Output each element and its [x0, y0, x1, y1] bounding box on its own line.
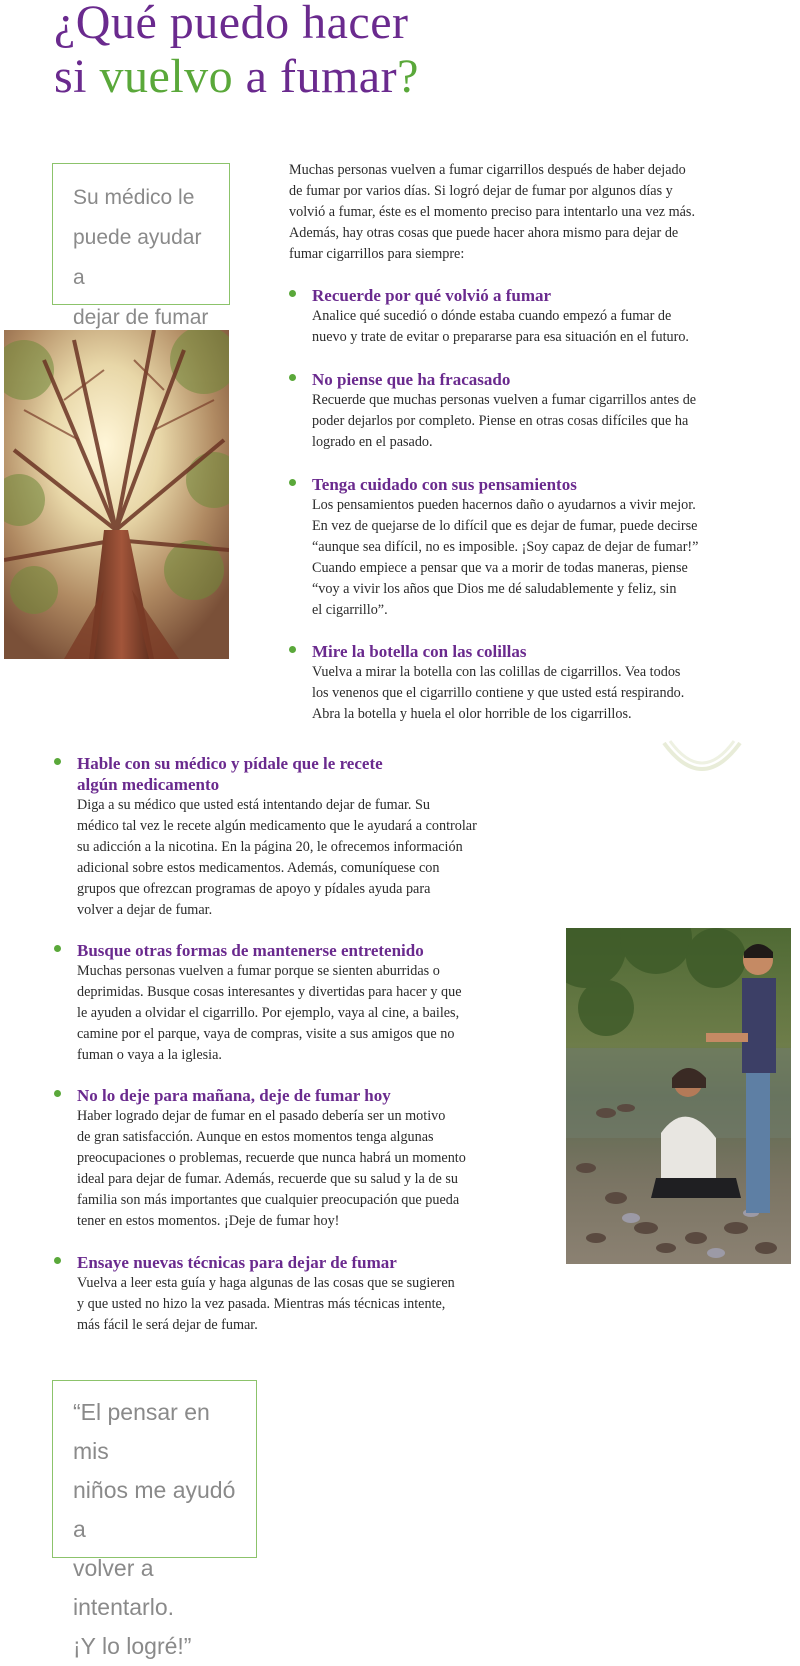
tip-line: le ayuden a olvidar el cigarrillo. Por ejemplo, vaya al cine, a bailes, — [77, 1005, 460, 1021]
tip-line: el cigarrillo”. — [312, 602, 388, 618]
tip-line: Analice qué sucedió o dónde estaba cuando empezó a fumar de — [312, 308, 672, 324]
tip-body — [77, 961, 517, 1066]
tip-body — [312, 390, 772, 453]
tip-heading: No lo deje para mañana, deje de fumar hoy — [77, 1086, 391, 1105]
intro-line: de fumar por varios días. Si logró dejar de fumar por algunos días y — [289, 183, 673, 199]
intro-line: Además, hay otras cosas que puede hacer ahora mismo para dejar de — [289, 225, 679, 241]
bullet-dot-icon — [289, 646, 296, 653]
tip-heading — [77, 753, 517, 795]
tip-quit-today — [77, 1085, 517, 1232]
tip-line: deprimidas. Busque cosas interesantes y divertidas para hacer y que — [77, 984, 462, 1000]
tip-line: su adicción a la nicotina. En la página 20, le ofrecemos información — [77, 839, 463, 855]
bullet-dot-icon — [54, 1090, 61, 1097]
tip-body — [77, 1273, 517, 1336]
tip-line: logrado en el pasado. — [312, 434, 433, 450]
tip-line: y que usted no hizo la vez pasada. Mientras más técnicas intente, — [77, 1296, 446, 1312]
tip-line: Vuelva a mirar la botella con las colillas de cigarrillos. Vea todos — [312, 664, 681, 680]
tip-line: Los pensamientos pueden hacernos daño o ayudarnos a vivir mejor. — [312, 497, 696, 513]
tip-line: volver a dejar de fumar. — [77, 902, 213, 918]
intro-line: volvió a fumar, éste es el momento preciso para intentarlo una vez más. — [289, 204, 695, 220]
callout-quote — [52, 1380, 257, 1659]
tip-thoughts — [312, 474, 782, 621]
tip-heading: Busque otras formas de mantenerse entretenido — [77, 941, 424, 960]
tip-heading-line: algún medicamento — [77, 775, 220, 794]
tip-body — [312, 306, 772, 348]
bullet-dot-icon — [289, 374, 296, 381]
tip-line: “aunque sea difícil, no es imposible. ¡Soy capaz de dejar de fumar!” — [312, 539, 699, 555]
quote-line: “El pensar en mis — [73, 1399, 210, 1464]
tip-new-techniques — [77, 1252, 517, 1336]
tip-line: poder dejarlos por completo. Piense en otras cosas difíciles que ha — [312, 413, 689, 429]
tip-line: Cuando empiece a pensar que va a morir de todas maneras, piense — [312, 560, 688, 576]
title-line-2 — [54, 50, 419, 103]
tip-line: de gran satisfacción. Aunque en estos momentos tenga algunas — [77, 1129, 434, 1145]
page-title — [54, 0, 419, 104]
tip-line: Vuelva a leer esta guía y haga algunas de las cosas que se sugieren — [77, 1275, 455, 1291]
tip-line: los venenos que el cigarrillo contiene y que usted está respirando. — [312, 685, 685, 701]
tip-body — [312, 662, 772, 725]
tip-heading: Recuerde por qué volvió a fumar — [312, 286, 552, 305]
title-word-vuelvo: vuelvo — [99, 50, 234, 103]
bullet-dot-icon — [289, 479, 296, 486]
tip-line: Recuerde que muchas personas vuelven a fumar cigarrillos antes de — [312, 392, 697, 408]
tip-line: Muchas personas vuelven a fumar porque se sienten aburridas o — [77, 963, 440, 979]
tip-line: más fácil le será dejar de fumar. — [77, 1317, 258, 1333]
bullet-dot-icon — [54, 1257, 61, 1264]
tip-line: Haber logrado dejar de fumar en el pasado debería ser un motivo — [77, 1108, 446, 1124]
tip-line: preocupaciones o problemas, recuerde que nunca habrá un momento — [77, 1150, 466, 1166]
tip-line: En vez de quejarse de lo difícil que es dejar de fumar, puede decirse — [312, 518, 698, 534]
decorative-arc-icon — [660, 735, 744, 781]
callout-line: puede ayudar a — [73, 226, 202, 289]
tip-line: familia son más importantes que cualquier preocupación que pueda — [77, 1192, 460, 1208]
quote-line: ¡Y lo logré!” — [73, 1633, 192, 1659]
title-word-si: si — [54, 50, 100, 103]
tip-line: ideal para dejar de fumar. Además, recuerde que su salud y la de su — [77, 1171, 458, 1187]
tip-line: “voy a vivir los años que Dios me dé saludablemente y feliz, sin — [312, 581, 677, 597]
tip-talk-doctor — [77, 753, 517, 921]
intro-line: fumar cigarrillos para siempre: — [289, 246, 465, 262]
tip-heading: Mire la botella con las colillas — [312, 642, 527, 661]
tip-heading-line: Hable con su médico y pídale que le recete — [77, 754, 383, 773]
bullet-dot-icon — [54, 945, 61, 952]
quote-line: volver a intentarlo. — [73, 1555, 175, 1620]
intro-paragraph — [289, 160, 759, 265]
title-question-mark: ? — [397, 50, 419, 103]
tip-line: Abra la botella y huela el olor horrible de los cigarrillos. — [312, 706, 632, 722]
callout-line: dejar de fumar — [73, 306, 209, 329]
bullet-dot-icon — [54, 758, 61, 765]
tip-line: grupos que ofrezcan programas de apoyo y pídales ayuda para — [77, 881, 431, 897]
tree-photo — [4, 330, 229, 659]
tip-line: nuevo y trate de evitar o prepararse para esa situación en el futuro. — [312, 329, 689, 345]
tip-heading: No piense que ha fracasado — [312, 370, 511, 389]
tip-line: camine por el parque, vaya de compras, visite a sus amigos que no — [77, 1026, 455, 1042]
tip-body — [77, 795, 517, 921]
title-word-a-fumar: a fumar — [233, 50, 398, 103]
quote-line: niños me ayudó a — [73, 1477, 236, 1542]
title-line-1: ¿Qué puedo hacer — [54, 0, 409, 49]
park-photo — [566, 928, 791, 1264]
tip-line: médico tal vez le recete algún medicamento que le ayudará a controlar — [77, 818, 477, 834]
tip-body — [77, 1106, 517, 1232]
tip-line: tener en estos momentos. ¡Deje de fumar hoy! — [77, 1213, 340, 1229]
tip-not-failed — [312, 369, 772, 453]
tip-heading: Tenga cuidado con sus pensamientos — [312, 475, 577, 494]
tip-line: Diga a su médico que usted está intentando dejar de fumar. Su — [77, 797, 431, 813]
bullet-dot-icon — [289, 290, 296, 297]
tip-line: fuman o vaya a la iglesia. — [77, 1047, 222, 1063]
callout-doctor — [52, 163, 230, 329]
callout-line: Su médico le — [73, 186, 195, 209]
tip-heading: Ensaye nuevas técnicas para dejar de fumar — [77, 1253, 397, 1272]
tip-remember-why — [312, 285, 772, 348]
tip-body — [312, 495, 782, 621]
tip-bottle — [312, 641, 772, 725]
intro-line: Muchas personas vuelven a fumar cigarrillos después de haber dejado — [289, 162, 686, 178]
tip-line: adicional sobre estos medicamentos. Además, comuníquese con — [77, 860, 440, 876]
tip-entertained — [77, 940, 517, 1066]
